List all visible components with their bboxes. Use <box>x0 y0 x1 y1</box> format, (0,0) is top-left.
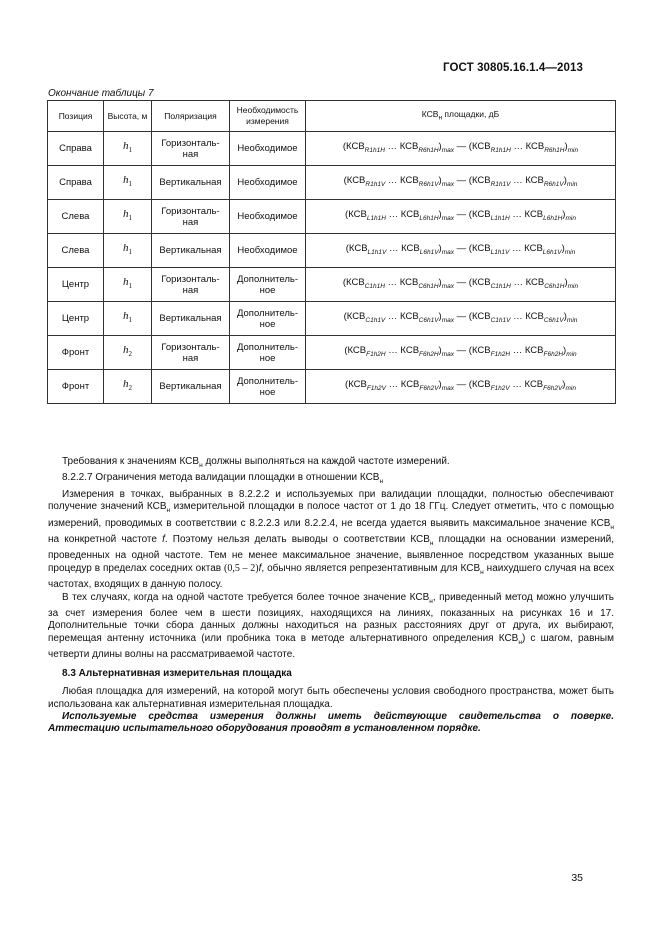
paragraph-1: Требования к значениям $КСВ_н$ должны выполняться на каждой частоте измерений. <box>62 456 450 469</box>
cell-position: Центр <box>48 268 104 302</box>
cell-height: $h_1$ <box>104 166 152 200</box>
cell-position: Слева <box>48 200 104 234</box>
cell-ksv-formula: ($КСВ_{R1h1V}$ … $КСВ_{R6h1V})_{max}$ — ($КСВ_{R1h1V}$ … $КСВ_{R6h1V})_{min}$ <box>306 166 616 200</box>
cell-ksv-formula: ($КСВ_{L1h1H}$ … $КСВ_{L6h1H})_{max}$ — ($КСВ_{L1h1H}$ … $КСВ_{L6h1H})_{min}$ <box>306 200 616 234</box>
cell-polarization: Вертикальная <box>152 234 230 268</box>
cell-polarization: Горизонталь-ная <box>152 132 230 166</box>
table-row <box>48 234 616 268</box>
cell-polarization: Горизонталь-ная <box>152 336 230 370</box>
cell-ksv-formula: ($КСВ_{R1h1H}$ … $КСВ_{R6h1H})_{max}$ — ($КСВ_{R1h1H}$ … $КСВ_{R6h1H})_{min}$ <box>306 132 616 166</box>
table-row <box>48 132 616 166</box>
cell-height: $h_1$ <box>104 200 152 234</box>
col-height: Высота, м <box>104 101 152 132</box>
table-row <box>48 370 616 404</box>
section-heading-8-3: 8.3 Альтернативная измерительная площадка <box>62 667 292 679</box>
cell-position: Фронт <box>48 370 104 404</box>
table-header-row <box>48 101 616 132</box>
col-necessity: Необходимость измерения <box>230 101 306 132</box>
cell-necessity: Дополнитель-ное <box>230 370 306 404</box>
table-row <box>48 336 616 370</box>
cell-height: $h_1$ <box>104 234 152 268</box>
table-row <box>48 302 616 336</box>
cell-polarization: Горизонталь-ная <box>152 200 230 234</box>
cell-height: $h_2$ <box>104 336 152 370</box>
cell-necessity: Дополнитель-ное <box>230 336 306 370</box>
table-row <box>48 268 616 302</box>
cell-polarization: Вертикальная <box>152 166 230 200</box>
cell-position: Справа <box>48 132 104 166</box>
cell-ksv-formula: ($КСВ_{F1h2H}$ … $КСВ_{F6h2H})_{max}$ — ($КСВ_{F1h2H}$ … $КСВ_{F6h2H})_{min}$ <box>306 336 616 370</box>
cell-necessity: Необходимое <box>230 234 306 268</box>
cell-necessity: Необходимое <box>230 166 306 200</box>
cell-position: Справа <box>48 166 104 200</box>
table-caption: Окончание таблицы 7 <box>48 88 154 99</box>
paragraph-5: Любая площадка для измерений, на которой могут быть обеспечены условия свободного пространства, может быть использована как альтернативная измерительная площадка. <box>48 686 614 710</box>
cell-necessity: Дополнитель-ное <box>230 302 306 336</box>
paragraph-2: 8.2.2.7 Ограничения метода валидации площадки в отношении $КСВ_н$ <box>62 472 384 486</box>
cell-height: $h_1$ <box>104 132 152 166</box>
cell-polarization: Вертикальная <box>152 370 230 404</box>
cell-height: $h_1$ <box>104 268 152 302</box>
cell-necessity: Необходимое <box>230 132 306 166</box>
col-ksv-label: КСВ <box>421 108 439 119</box>
body-text <box>48 456 614 736</box>
table-row <box>48 200 616 234</box>
col-ksv <box>306 101 616 132</box>
col-ksv-rest: площадки, дБ <box>442 108 500 119</box>
col-position: Позиция <box>48 101 104 132</box>
cell-position: Центр <box>48 302 104 336</box>
cell-ksv-formula: ($КСВ_{F1h2V}$ … $КСВ_{F6h2V})_{max}$ — ($КСВ_{F1h2V}$ … $КСВ_{F6h2V})_{min}$ <box>306 370 616 404</box>
cell-height: $h_1$ <box>104 302 152 336</box>
cell-ksv-formula: ($КСВ_{L1h1V}$ … $КСВ_{L6h1V})_{max}$ — ($КСВ_{L1h1V}$ … $КСВ_{L6h1V})_{min}$ <box>306 234 616 268</box>
page-number: 35 <box>571 872 583 884</box>
cell-ksv-formula: ($КСВ_{C1h1V}$ … $КСВ_{C6h1V})_{max}$ — ($КСВ_{C1h1V}$ … $КСВ_{C6h1V})_{min}$ <box>306 302 616 336</box>
col-polarization: Поляризация <box>152 101 230 132</box>
cell-necessity: Необходимое <box>230 200 306 234</box>
cell-polarization: Горизонталь-ная <box>152 268 230 302</box>
col-ksv-sub: н <box>438 114 443 122</box>
cell-necessity: Дополнитель-ное <box>230 268 306 302</box>
table-7 <box>47 100 616 404</box>
document-header: ГОСТ 30805.16.1.4—2013 <box>443 62 583 74</box>
paragraph-3: Измерения в точках, выбранных в 8.2.2.2 и используемых при валидации площадки, полностью обеспечивают получение значений $КСВ_н$ измерительной площадки в полосе частот от 1 до 18 ГГц. Следует отметить, что с помощью измерений, проводимых в соответствии с 8.2.2.3 или 8.2.2.4, не всегда удается выявить максимальное значение $КСВ_н$ на конкретной частоте f. Поэтому нельзя делать выводы о соответствии $КСВ_н$ площадки на основании измерений, проведенных на одной частоте. Тем не менее максимальное значение, выявленное посредством указанных выше процедур в пределах соседних октав (0,5 – 2)f, обычно является репрезентативным для $КСВ_н$ наихудшего случая на всех частотах, входящих в данную полосу. <box>48 488 614 591</box>
table-body <box>48 132 616 404</box>
cell-position: Фронт <box>48 336 104 370</box>
cell-height: $h_2$ <box>104 370 152 404</box>
cell-polarization: Вертикальная <box>152 302 230 336</box>
cell-ksv-formula: ($КСВ_{C1h1H}$ … $КСВ_{C6h1H})_{max}$ — ($КСВ_{C1h1H}$ … $КСВ_{C6h1H})_{min}$ <box>306 268 616 302</box>
cell-position: Слева <box>48 234 104 268</box>
paragraph-4: В тех случаях, когда на одной частоте требуется более точное значение $КСВ_н$, приведенный метод можно улучшить за счет измерения более чем в шести позициях, находящихся на линиях, показанных на рисунках 16 и 17. Дополнительные точки сбора данных должны находиться на разных расстояниях друг от друга, их выбирают, перемещая антенну источника (или пробника тока в методе альтернативного определения $КСВ_н$) с шагом, равным четверти длины волны на рассматриваемой частоте. <box>48 591 615 661</box>
paragraph-6: Используемые средства измерения должны иметь действующие свидетельства о поверке. Аттестацию испытательного оборудования проводят в установленном порядке. <box>48 710 614 735</box>
table-row <box>48 166 616 200</box>
